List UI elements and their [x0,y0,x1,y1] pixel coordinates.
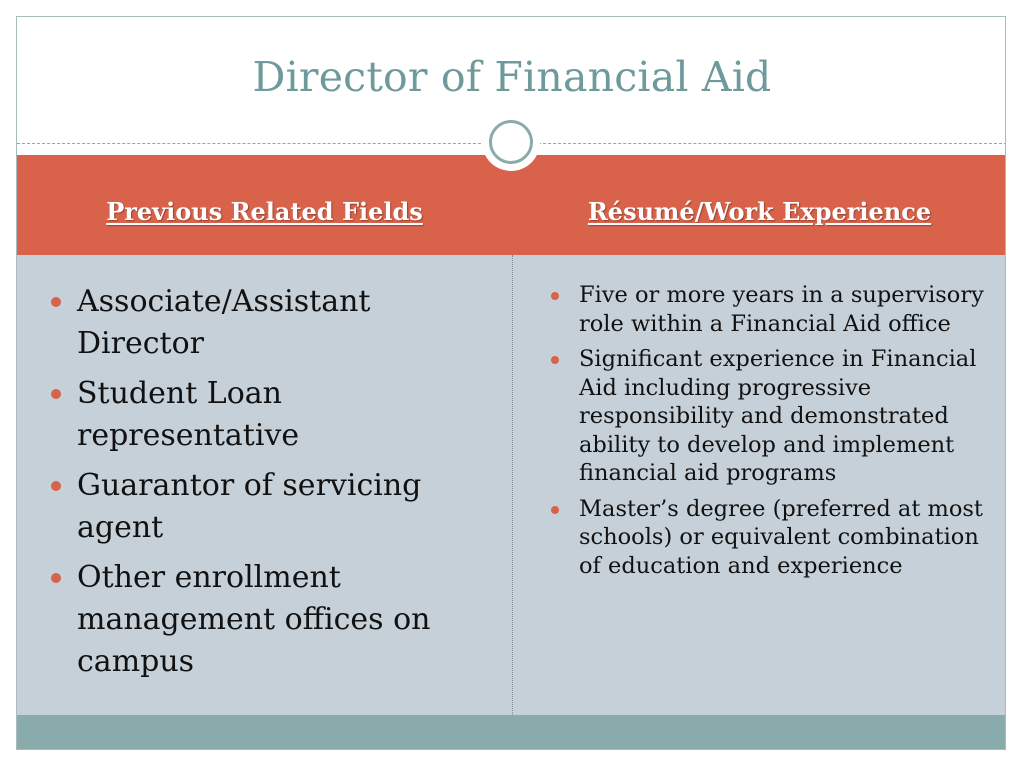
list-item-text: Five or more years in a supervisory role within a Financial Aid office [579,282,984,337]
list-item [51,373,491,457]
circle-ornament-inner [489,120,533,164]
bullet-icon [551,506,559,514]
list-item-text: Master’s degree (preferred at most schools) or equivalent combination of education and experience [579,495,983,579]
bullet-icon [51,297,61,307]
list-item-text: Significant experience in Financial Aid including progressive responsibility and demonstrated ability to develop and implement financial aid programs [579,346,977,486]
column-heading-previous-fields: Previous Related Fields [106,197,423,226]
bullet-icon [551,292,559,300]
bullet-icon [551,356,559,364]
column-heading-work-experience: Résumé/Work Experience [587,197,932,226]
list-item-text: Guarantor of servicing agent [77,468,422,545]
previous-fields-list [51,281,491,691]
work-experience-list [551,281,996,587]
slide [16,16,1006,750]
bullet-icon [51,481,61,491]
circle-ornament-icon [482,113,540,171]
list-item [51,465,491,549]
list-item [551,281,996,338]
footer-band [17,715,1006,750]
list-item [51,557,491,683]
list-item-text: Associate/Assistant Director [77,284,371,361]
bullet-icon [51,573,61,583]
slide-title: Director of Financial Aid [252,53,772,101]
list-item [51,281,491,365]
column-divider [512,255,513,715]
list-item [551,495,996,581]
bullet-icon [51,389,61,399]
list-item [551,345,996,488]
list-item-text: Other enrollment management offices on campus [77,560,431,679]
list-item-text: Student Loan representative [77,376,300,453]
